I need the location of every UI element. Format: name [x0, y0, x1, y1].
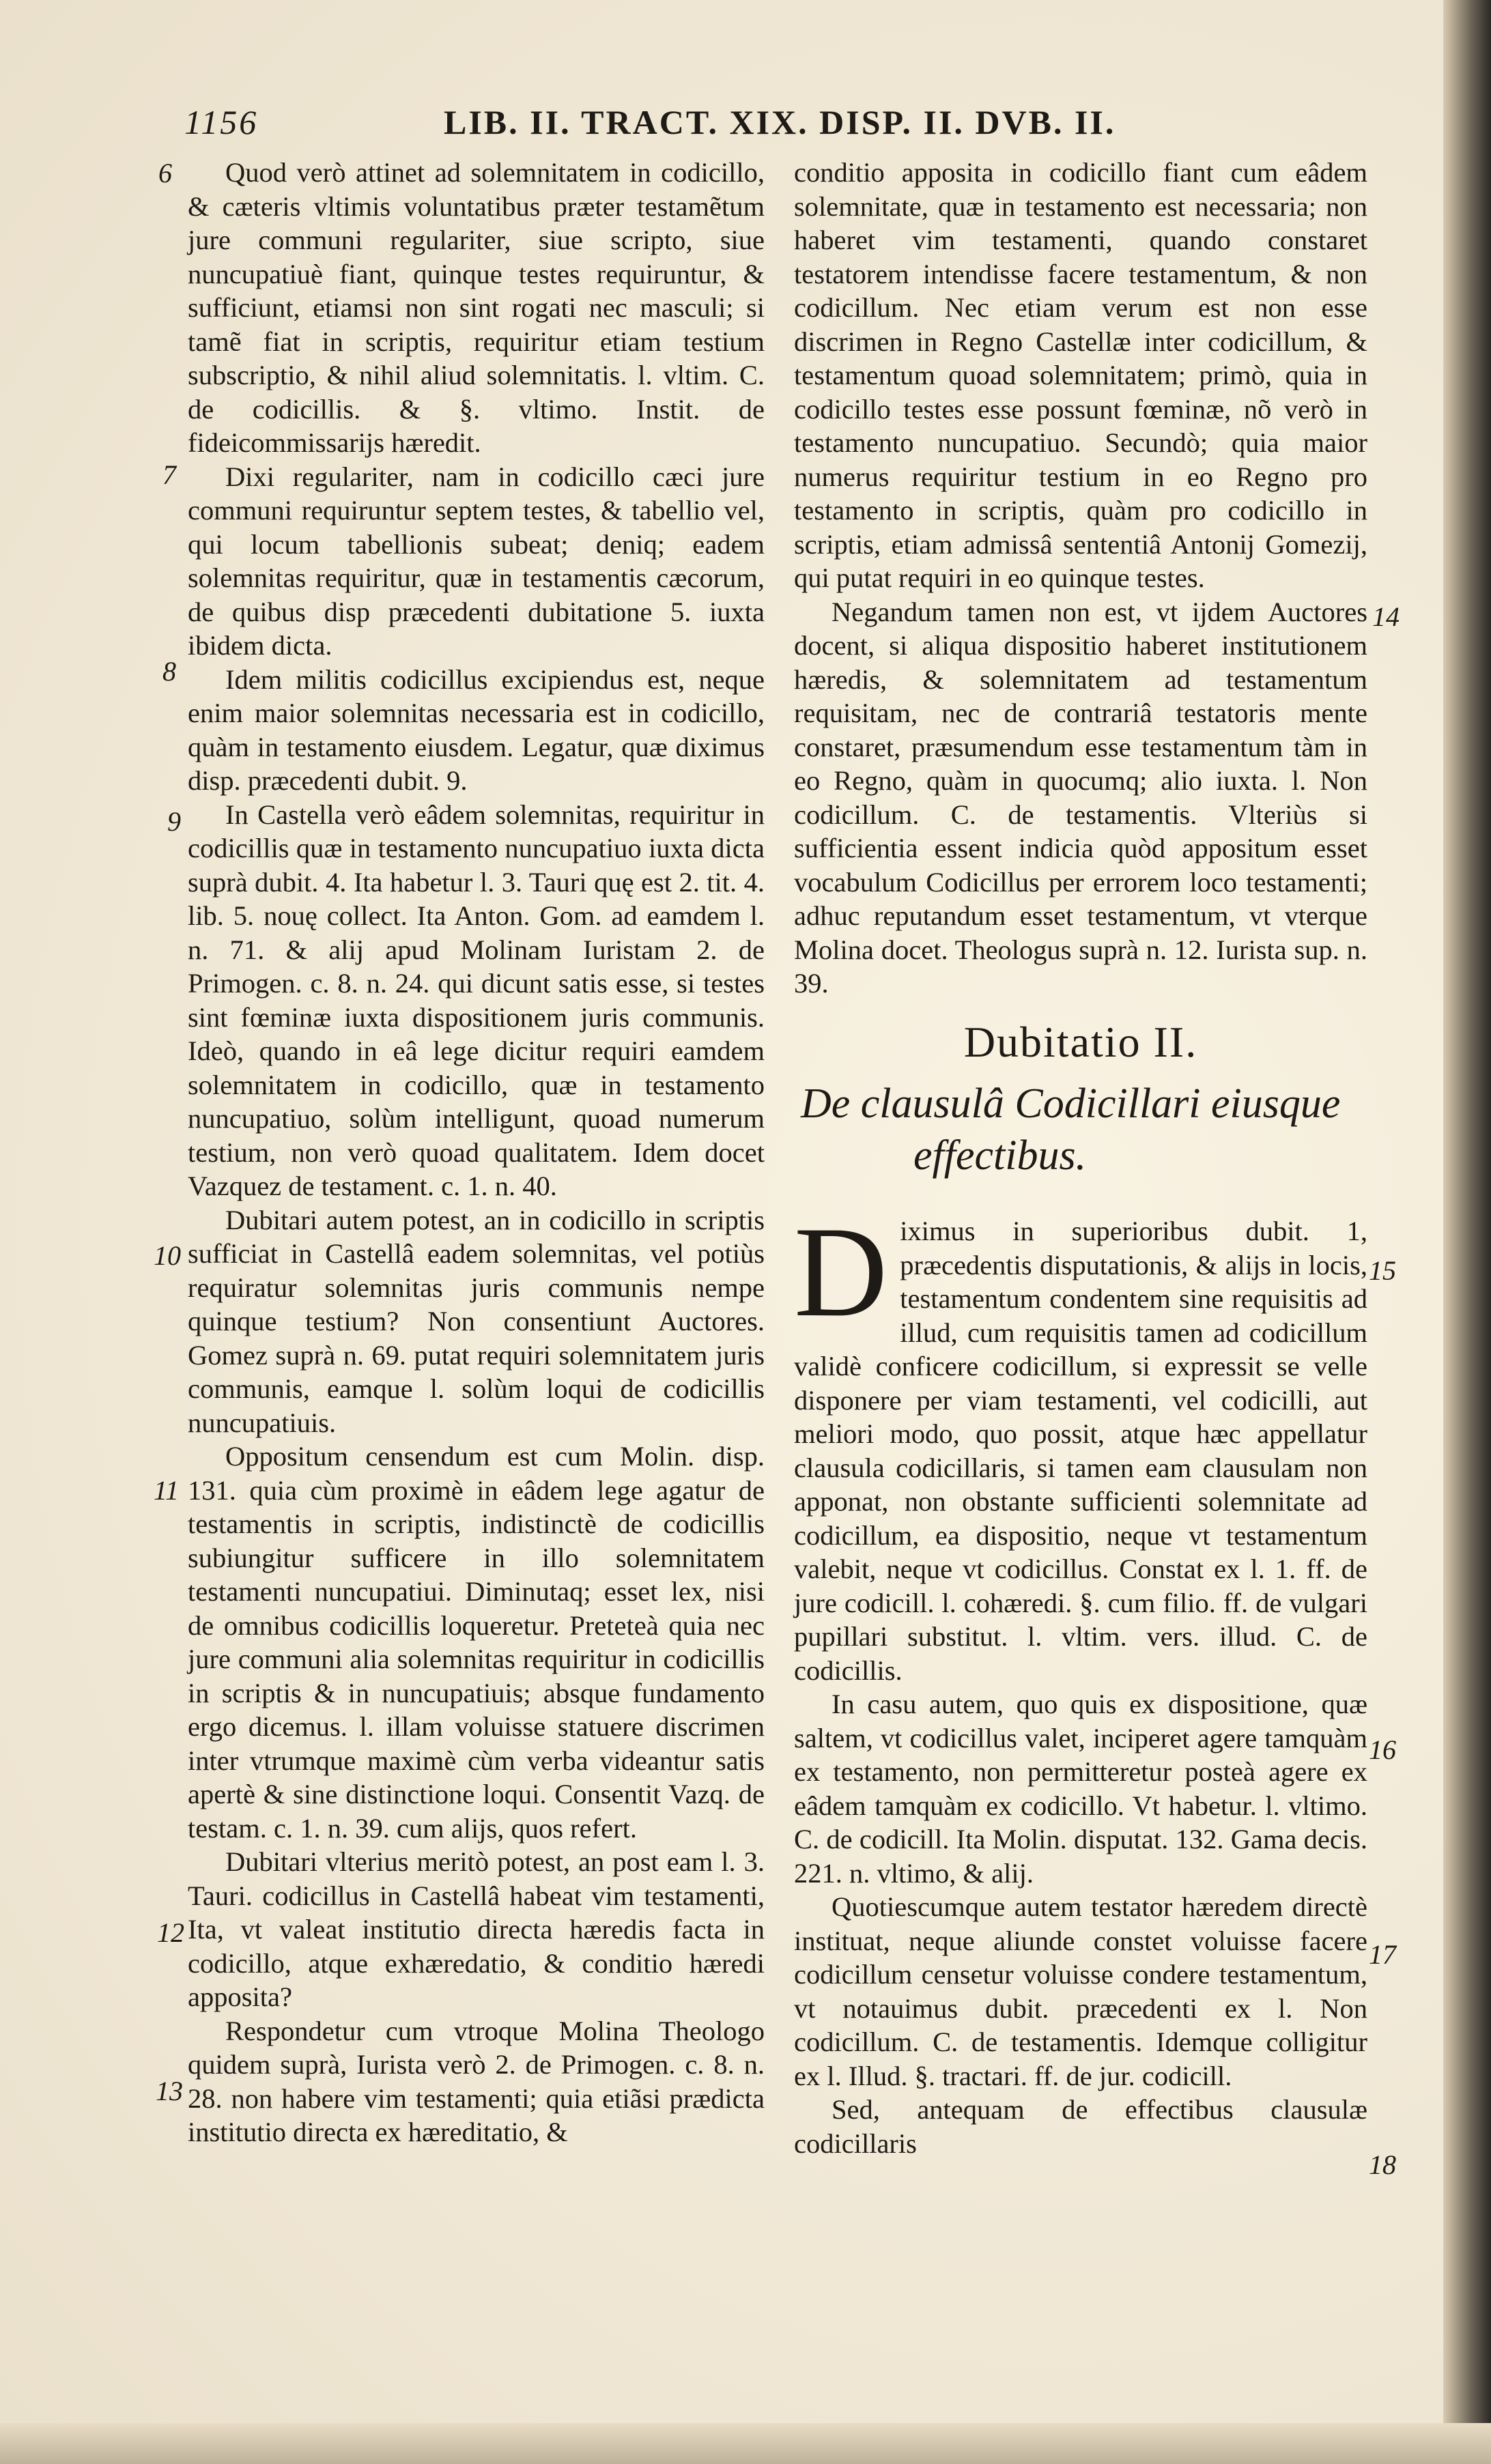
- section-subheading-line-1: De clausulâ Codicillari eiusque: [801, 1080, 1341, 1127]
- book-spine-shadow: [1443, 0, 1491, 2464]
- right-column: [794, 156, 1367, 2160]
- margin-number-17: 17: [1369, 1939, 1396, 1970]
- paragraph-11: Oppositum censendum est cum Molin. disp. 131. quia cùm proximè in eâdem lege agatur de testamentis in scriptis, indistinctè de codicillis subiungitur sufficere in illo solemnitatem testamenti nuncupatiui. Diminutaq; esset lex, nisi de omnibus codicillis loqueretur. Preteteà quia nec jure communi alia solemnitas requiritur in codicillis in scriptis & in nuncupatiuis; absque fundamento ergo dicemus. l. illam voluisse statuere discrimen inter vtrumque maximè cùm verba videantur satis apertè & sine distinctione loqui. Consentit Vazq. de testam. c. 1. n. 39. cum alijs, quos refert.: [188, 1441, 765, 1844]
- paragraph-17: Quotiescumque autem testator hæredem directè instituat, neque aliunde constet voluisse facere codicillum censetur voluisse condere testamentum, vt notauimus dubit. præcedenti ex l. Non codicillum. C. de testamentis. Idemque colligitur ex l. Illud. §. tractari. ff. de jur. codicill.: [794, 1891, 1367, 2091]
- paragraph-10: Dubitari autem potest, an in codicillo in scriptis sufficiat in Castellâ eadem solemnitas, vel potiùs requiratur solemnitas juris communis nempe quinque testium? Non consentiunt Auctores. Gomez suprà n. 69. putat requiri solemnitatem juris communis, eamque l. solùm loqui de codicillis nuncupatiuis.: [188, 1204, 765, 1438]
- paragraph-15-text: iximus in superioribus dubit. 1, præcedentis disputationis, & alijs in locis, testamentum condentem sine requisitis ad illud, cum requisitis tamen ad codicillum validè conficere codicillum, si expressit se velle disponere per viam testamenti, vel codicilli, aut meliori modo, quo possit, atque hæc appellatur clausula codicillaris, si tamen eam clausulam non apponat, non obstante sufficienti solemnitate ad codicillum, ea dispositio, neque vt testamentum valebit, neque vt codicillus. Constat ex l. 1. ff. de jure codicill. l. cohæredi. §. cum filio. ff. de vulgari pupillari substitut. l. vltim. vers. illud. C. de codicillis.: [794, 1216, 1367, 1686]
- paragraph-16: In casu autem, quo quis ex dispositione, quæ saltem, vt codicillus valet, inciperet agere tamquàm ex testamento, non permitteretur posteà agere ex eâdem tamquàm ex codicillo. Vt habetur. l. vltimo. C. de codicill. Ita Molin. disputat. 132. Gama decis. 221. n. vltimo, & alij.: [794, 1689, 1367, 1889]
- left-column: [188, 156, 765, 2149]
- margin-number-7: 7: [162, 459, 176, 490]
- section-subheading-line-2: effectibus.: [913, 1132, 1087, 1179]
- paragraph-8: Idem militis codicillus excipiendus est, neque enim maior solemnitas necessaria est in codicillo, quàm in testamento eiusdem. Legatur, quæ diximus disp. præcedenti dubit. 9.: [188, 663, 765, 796]
- paragraph-continuation: conditio apposita in codicillo fiant cum eâdem solemnitate, quæ in testamento est necessaria; non haberet vim testamenti, quando constaret testatorem intendisse facere testamentum, & non codicillum. Nec etiam verum est non esse discrimen in Regno Castellæ inter codicillum, & testamentum quoad solemnitatem; primò, quia in codicillo testes esse possunt fœminæ, nõ verò in testamento nuncupatiuo. Secundò; quia maior numerus requiritur testium in eo Regno pro testamento in scriptis, quàm pro codicillo in scriptis, etiam admissâ sententiâ Antonij Gomezij, qui putat requiri in eo quinque testes.: [794, 157, 1367, 593]
- paragraph-12: Dubitari vlterius meritò potest, an post eam l. 3. Tauri. codicillus in Castellâ habeat vim testamenti, Ita, vt valeat institutio directa hæredis facta in codicillo, atque exhæredatio, & conditio hæredi apposita?: [188, 1846, 765, 2012]
- margin-number-8: 8: [162, 656, 176, 687]
- margin-number-9: 9: [167, 806, 181, 837]
- margin-number-18: 18: [1369, 2149, 1396, 2180]
- page-bottom-edge: [0, 2423, 1491, 2464]
- margin-number-10: 10: [154, 1240, 181, 1271]
- margin-number-11: 11: [154, 1475, 180, 1506]
- paragraph-13: Respondetur cum vtroque Molina Theologo quidem suprà, Iurista verò 2. de Primogen. c. 8. n. 28. non habere vim testamenti; quia etiãsi prædicta institutio directa ex hæreditatio, &: [188, 2015, 765, 2147]
- paragraph-15: [794, 1201, 1367, 1687]
- margin-number-6: 6: [158, 158, 172, 188]
- section-subheading: [794, 1078, 1367, 1181]
- paragraph-9: In Castella verò eâdem solemnitas, requiritur in codicillis quæ in testamento nuncupatiuo iuxta dicta suprà dubit. 4. Ita habetur l. 3. Tauri quę est 2. tit. 4. lib. 5. nouę collect. Ita Anton. Gom. ad eamdem l. n. 71. & alij apud Molinam Iuristam 2. de Primogen. c. 8. n. 24. qui dicunt satis esse, si testes sint fœminæ iuxta dispositionem juris communis. Ideò, quando in eâ lege dicitur requiri eamdem solemnitatem in codicillo, quæ in testamento nuncupatiuo, solùm intelligunt, quoad numerum testium, non verò quoad qualitatem. Idem docet Vazquez de testament. c. 1. n. 40.: [188, 799, 765, 1201]
- margin-number-15: 15: [1369, 1255, 1396, 1286]
- running-head: LIB. II. TRACT. XIX. DISP. II. DVB. II.: [444, 103, 1116, 141]
- paragraph-6: Quod verò attinet ad solemnitatem in codicillo, & cæteris vltimis voluntatibus præter testamẽtum jure communi regulariter, siue scripto, siue nuncupatiuè fiant, quinque testes requiruntur, & sufficiunt, etiamsi non sint rogati nec masculi; si tamẽ fiat in scriptis, requiritur etiam testium subscriptio, & nihil aliud solemnitatis. l. vltim. C. de codicillis. & §. vltimo. Instit. de fideicommissarijs hæredit.: [188, 157, 765, 458]
- section-heading: Dubitatio II.: [963, 1017, 1198, 1066]
- drop-cap: D: [794, 1201, 888, 1344]
- margin-number-12: 12: [157, 1917, 184, 1948]
- margin-number-16: 16: [1369, 1734, 1396, 1765]
- paragraph-18: Sed, antequam de effectibus clausulæ codicillaris: [794, 2094, 1367, 2159]
- page-header: [184, 102, 1427, 150]
- paragraph-7: Dixi regulariter, nam in codicillo cæci jure communi requiruntur septem testes, & tabellio vel, qui locum tabellionis subeat; deniq; eadem solemnitas requiritur, quæ in testamentis cæcorum, de quibus disp præcedenti dubitatione 5. iuxta ibidem dicta.: [188, 461, 765, 661]
- paragraph-14: Negandum tamen non est, vt ijdem Auctores docent, si aliqua dispositio haberet institutionem hæredis, & solemnitatem ad testamentum requisitam, nec de contrariâ testatoris mente constaret, præsumendum esse testamentum tàm in eo Regno, quàm in quocumq; alio iuxta. l. Non codicillum. C. de testamentis. Vlteriùs si sufficientia essent indicia quòd appositum esset vocabulum Codicillus per errorem loco testamenti; adhuc reputandum esset testamentum, vt vterque Molina docet. Theologus suprà n. 12. Iurista sup. n. 39.: [794, 596, 1367, 999]
- page-number: 1156: [184, 103, 259, 141]
- margin-number-13: 13: [156, 2076, 183, 2106]
- margin-number-14: 14: [1372, 601, 1400, 632]
